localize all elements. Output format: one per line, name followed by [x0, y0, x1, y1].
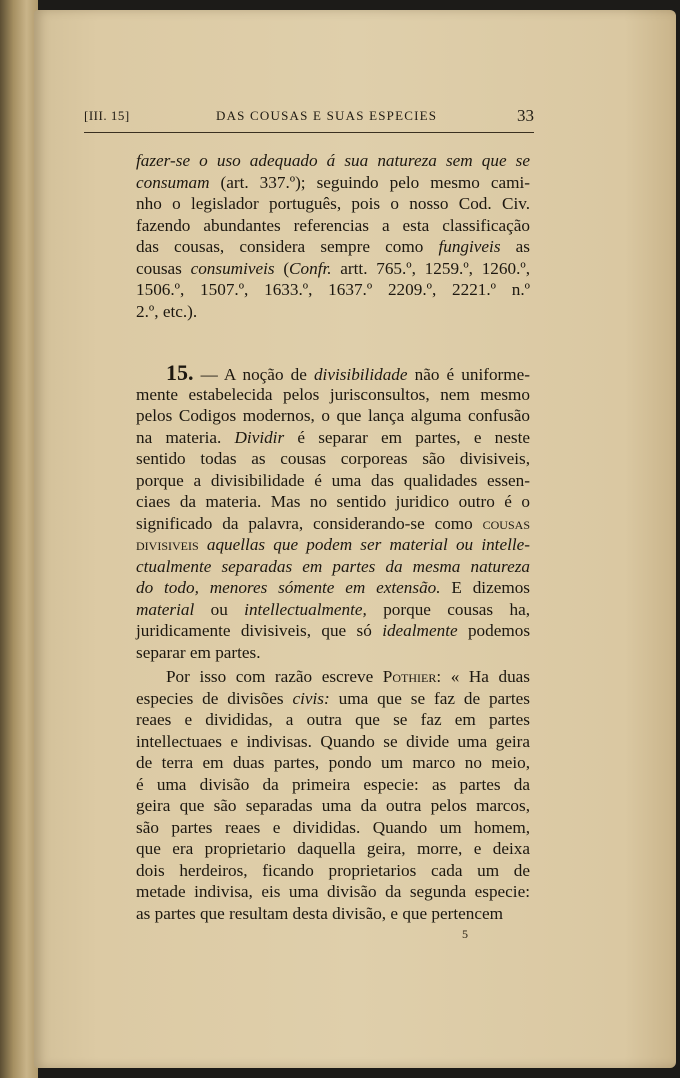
text-run: é uma divisão da primeira especie: as partes da — [136, 774, 530, 794]
text-run: de terra em duas partes, pondo um marco no meio, — [136, 753, 530, 772]
text-run: dois herdeiros, ficando proprietarios cada um de — [136, 860, 530, 880]
text-run: civis: — [292, 688, 330, 708]
text-line — [136, 150, 530, 172]
text-line — [136, 258, 530, 280]
text-run: intellectuaes e indivisas. Quando se divide uma geira — [136, 731, 530, 751]
text-run: metade indivisa, eis uma divisão da segunda especie: — [136, 882, 530, 901]
text-run: fazer-se o uso adequado á sua natureza sem que se — [136, 151, 530, 170]
text-run: cousas — [482, 513, 530, 533]
text-line — [136, 599, 530, 621]
text-run: são partes reaes e divididas. Quando um homem, — [136, 817, 530, 837]
text-run: 2.º, etc.). — [136, 301, 198, 321]
text-run: : « Ha duas — [436, 667, 530, 686]
running-header — [84, 106, 534, 128]
text-line — [136, 709, 530, 731]
text-line — [136, 448, 530, 470]
signature-mark: 5 — [462, 927, 468, 941]
text-run: significado da palavra, considerando-se como — [136, 513, 483, 533]
text-run: porque a divisibilidade é uma das qualidades essen- — [136, 470, 530, 490]
text-line — [136, 427, 530, 449]
text-line — [136, 236, 530, 258]
text-run: divisibilidade — [313, 365, 408, 384]
text-line — [136, 193, 530, 215]
text-run: idealmente — [382, 621, 458, 640]
text-run: é separar em partes, e neste — [284, 427, 530, 447]
text-run: Dividir — [234, 427, 285, 447]
header-section: [III. 15] — [84, 108, 130, 123]
text-line — [136, 491, 530, 513]
text-run: as — [500, 237, 530, 256]
text-run: geira que são separadas uma da outra pelos marcos, — [136, 796, 530, 815]
header-rule — [84, 132, 534, 133]
text-run: aquellas que podem ser material ou intelle- — [198, 535, 530, 554]
text-run: juridicamente divisiveis, que só — [136, 621, 383, 640]
text-run: ( — [274, 258, 290, 278]
text-run: das cousas, considera sempre como — [136, 237, 439, 256]
text-run: cousas — [136, 258, 191, 278]
text-line — [136, 172, 530, 194]
text-line — [136, 301, 530, 323]
paragraph-15 — [136, 362, 530, 663]
text-run: nho o legislador português, pois o nosso Cod. Civ. — [136, 194, 530, 213]
text-line — [136, 362, 530, 384]
text-run: fazendo abundantes referencias a esta classificação — [136, 215, 530, 235]
text-line — [136, 513, 530, 535]
text-run: na materia. — [136, 427, 235, 447]
text-line — [136, 752, 530, 774]
text-run: as partes que resultam desta divisão, e que pertencem — [136, 903, 504, 923]
text-run: não é uniforme- — [407, 365, 530, 384]
text-line — [136, 470, 530, 492]
text-run: artt. 765.º, 1259.º, 1260.º, — [331, 258, 530, 278]
text-run: consumiveis — [190, 258, 275, 278]
text-run: ctualmente separadas em partes da mesma natureza — [136, 556, 530, 576]
header-title: DAS COUSAS E SUAS ESPECIES — [216, 108, 438, 123]
text-run: separar em partes. — [136, 642, 261, 662]
text-run: fungiveis — [438, 237, 501, 256]
text-run: intellectualmente, — [244, 599, 367, 619]
text-run: 15. — [166, 360, 194, 385]
text-line — [136, 903, 530, 925]
text-run: que era proprietario daquella geira, morre, e deixa — [136, 839, 530, 858]
text-run: E dizemos — [440, 578, 530, 597]
text-line — [136, 860, 530, 882]
text-line — [136, 838, 530, 860]
text-run: Confr. — [289, 258, 332, 278]
paragraph-pothier — [136, 666, 530, 924]
text-run: do todo, menores sómente em extensão. — [136, 578, 441, 597]
text-line — [136, 534, 530, 556]
text-run: porque cousas ha, — [366, 599, 530, 619]
text-run: divisiveis — [136, 535, 199, 554]
text-line — [136, 215, 530, 237]
text-line — [136, 384, 530, 406]
text-run: pelos Codigos modernos, o que lança alguma confusão — [136, 406, 530, 425]
text-line — [136, 279, 530, 301]
text-line — [136, 405, 530, 427]
text-line — [136, 774, 530, 796]
text-run: (art. 337.º); seguindo pelo mesmo cami- — [209, 172, 530, 192]
text-run: 1506.º, 1507.º, 1633.º, 1637.º 2209.º, 2221.º n.º — [136, 280, 530, 299]
book-edge-left — [0, 0, 38, 1078]
text-run: podemos — [457, 621, 531, 640]
text-line — [136, 731, 530, 753]
text-line — [136, 817, 530, 839]
text-run: material — [136, 599, 195, 619]
text-run: Pothier — [382, 667, 437, 686]
text-run: ciaes da materia. Mas no sentido juridico outro é o — [136, 492, 530, 511]
text-run: uma que se faz de partes — [329, 688, 530, 708]
text-line — [136, 577, 530, 599]
text-line — [136, 620, 530, 642]
page-number: 33 — [517, 106, 534, 125]
text-line — [136, 642, 530, 664]
text-run: ou — [194, 599, 245, 619]
text-run: — A noção de — [193, 365, 314, 384]
text-line — [136, 795, 530, 817]
text-line — [136, 666, 530, 688]
text-run: reaes e divididas, a outra que se faz em partes — [136, 710, 530, 729]
text-line — [136, 556, 530, 578]
text-run: especies de divisões — [136, 688, 293, 708]
text-run: Por isso com razão escreve — [166, 667, 383, 686]
text-line — [136, 688, 530, 710]
text-run: sentido todas as cousas corporeas são divisiveis, — [136, 449, 530, 468]
text-run: mente estabelecida pelos jurisconsultos, nem mesmo — [136, 384, 530, 404]
text-run: consumam — [136, 172, 210, 192]
text-line — [136, 881, 530, 903]
paragraph-intro — [136, 150, 530, 322]
